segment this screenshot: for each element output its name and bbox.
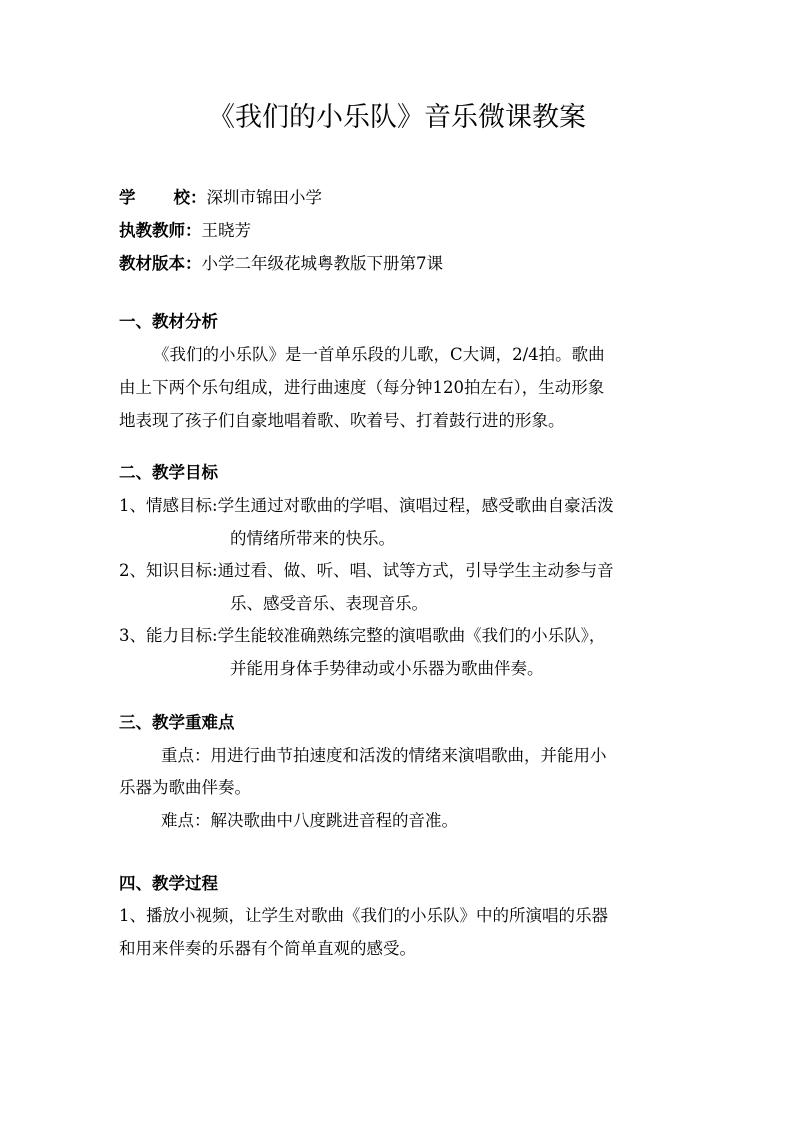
goal-text: 学生通过对歌曲的学唱、演唱过程，感受歌曲自豪活泼: [217, 496, 614, 515]
key-point-line: 重点：用进行曲节拍速度和活泼的情绪来演唱歌曲，并能用小: [161, 746, 607, 765]
goal-text: 通过看、做、听、唱、试等方式，引导学生主动参与音: [217, 561, 614, 580]
page-title: 《我们的小乐队》音乐微课教案: [208, 102, 586, 133]
goal-text-cont: 乐、感受音乐、表现音乐。: [230, 594, 428, 613]
goal-label: 3、能力目标:: [119, 626, 218, 645]
edition-label: 教材版本：: [119, 254, 202, 273]
section-1-heading: 一、教材分析: [119, 312, 218, 331]
school-label-2: 校：: [173, 188, 207, 207]
section-1-line: 由上下两个乐句组成，进行曲速度（每分钟120拍左右），生动形象: [119, 378, 605, 397]
section-4-heading: 四、教学过程: [119, 874, 218, 893]
section-1-line: 地表现了孩子们自豪地唱着歌、吹着号、打着鼓行进的形象。: [119, 411, 565, 430]
process-line: 1、播放小视频，让学生对歌曲《我们的小乐队》中的所演唱的乐器: [119, 906, 608, 925]
section-3-heading: 三、教学重难点: [119, 713, 235, 732]
edition-value: 小学二年级花城粤教版下册第7课: [201, 254, 443, 273]
teacher-label: 执教教师：: [119, 221, 202, 240]
section-2-heading: 二、教学目标: [119, 463, 218, 482]
school-row: [119, 186, 322, 210]
goal-item-ability: [119, 624, 605, 648]
school-label-1: 学: [119, 188, 136, 207]
section-1-line: 《我们的小乐队》是一首单乐段的儿歌，C大调，2/4拍。歌曲: [153, 345, 605, 364]
edition-row: [119, 252, 443, 276]
goal-text-cont: 并能用身体手势律动或小乐器为歌曲伴奏。: [230, 659, 544, 678]
goal-label: 1、情感目标:: [119, 496, 218, 515]
goal-item-emotion: [119, 494, 614, 518]
difficulty-line: 难点：解决歌曲中八度跳进音程的音准。: [161, 811, 458, 830]
goal-item-knowledge: [119, 559, 614, 583]
process-line-cont: 和用来伴奏的乐器有个简单直观的感受。: [119, 939, 416, 958]
school-value: 深圳市锦田小学: [206, 188, 322, 207]
teacher-value: 王晓芳: [201, 221, 251, 240]
key-point-line-cont: 乐器为歌曲伴奏。: [119, 778, 251, 797]
teacher-row: [119, 219, 251, 243]
goal-text: 学生能较准确熟练完整的演唱歌曲《我们的小乐队》，: [217, 626, 606, 645]
goal-label: 2、知识目标:: [119, 561, 218, 580]
goal-text-cont: 的情绪所带来的快乐。: [230, 529, 395, 548]
